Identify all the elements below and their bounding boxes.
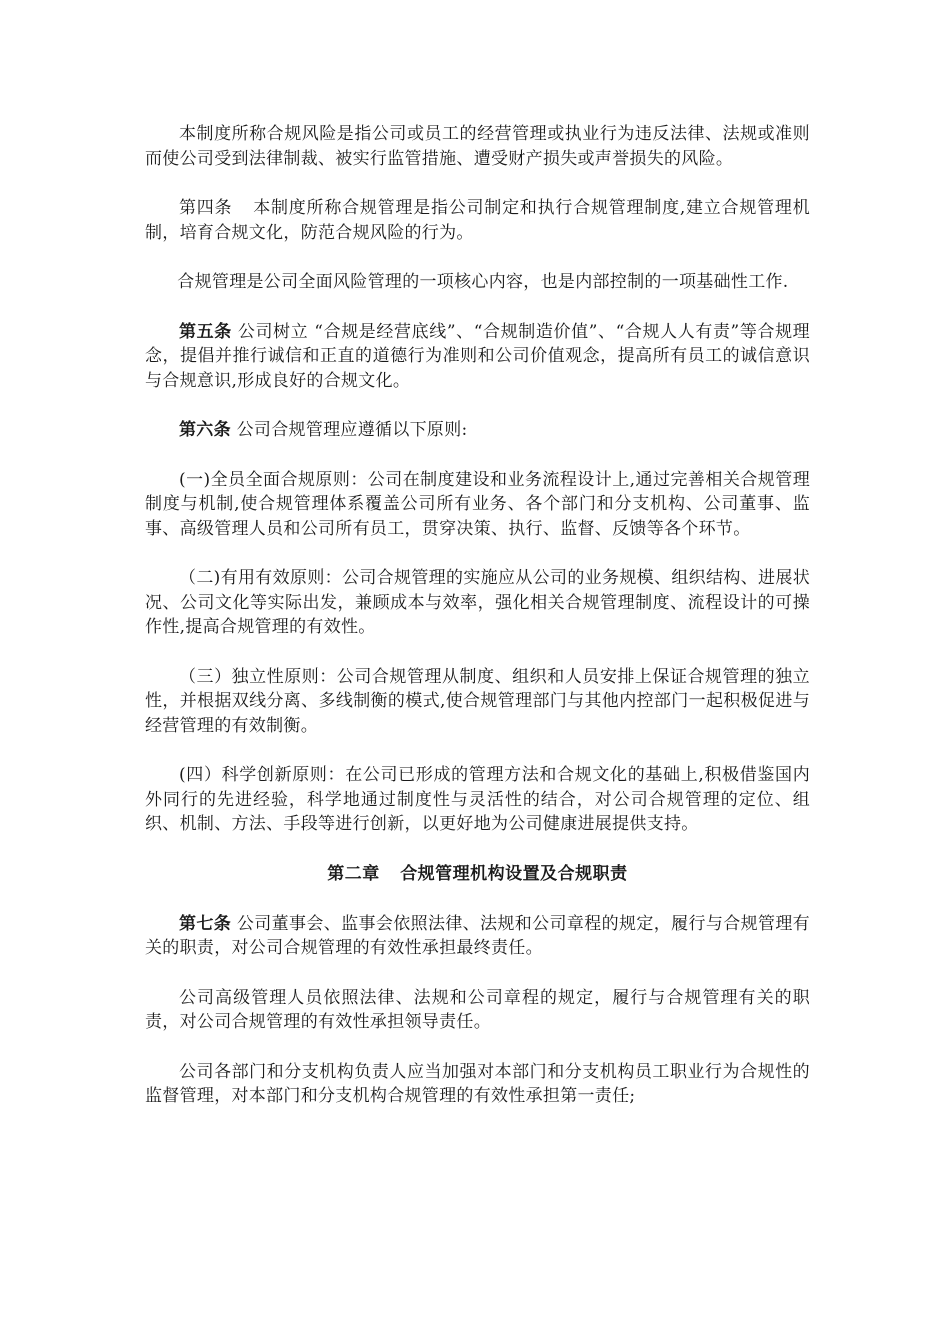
paragraph-principle-4 [145, 763, 810, 837]
paragraph-text: 公司高级管理人员依照法律、法规和公司章程的规定，履行与合规管理有关的职责，对公司合规管理的有效性承担领导责任。 [145, 987, 810, 1032]
chapter-title: 合规管理机构设置及合规职责 [400, 863, 628, 884]
paragraph-senior-management [145, 986, 810, 1035]
paragraph-text: 公司树立 “合规是经营底线”、“合规制造价值”、“合规人人有责”等合规理念，提倡并推行诚信和正直的道德行为准则和公司价值观念，提高所有员工的诚信意识与合规意识,形成良好的合规文化。 [145, 321, 810, 391]
article-label: 第五条 [179, 321, 232, 342]
paragraph-article-7 [145, 912, 810, 961]
paragraph-text: （三）独立性原则：公司合规管理从制度、组织和人员安排上保证合规管理的独立性，并根据双线分离、多线制衡的模式,使合规管理部门与其他内控部门一起积极促进与经营管理的有效制衡。 [145, 666, 810, 736]
paragraph-text: 公司各部门和分支机构负责人应当加强对本部门和分支机构员工职业行为合规性的监督管理，对本部门和分支机构合规管理的有效性承担第一责任; [145, 1061, 810, 1106]
paragraph-text: 本制度所称合规风险是指公司或员工的经营管理或执业行为违反法律、法规或准则而使公司受到法律制裁、被实行监管措施、遭受财产损失或声誉损失的风险。 [145, 124, 810, 169]
paragraph-text: (一)全员全面合规原则：公司在制度建设和业务流程设计上,通过完善相关合规管理制度与机制,使合规管理体系覆盖公司所有业务、各个部门和分支机构、公司董事、监事、高级管理人员和公司所有员工，贯穿决策、执行、监督、反馈等各个环节。 [145, 469, 810, 539]
paragraph-text: 合规管理是公司全面风险管理的一项核心内容，也是内部控制的一项基础性工作. [177, 272, 789, 292]
article-label: 第四条 [179, 198, 233, 218]
article-label: 第七条 [179, 913, 232, 934]
article-label: 第六条 [179, 420, 231, 440]
paragraph-department-heads [145, 1060, 810, 1109]
paragraph-principle-2 [145, 566, 810, 640]
paragraph-article-4 [145, 196, 810, 245]
paragraph-text: (四）科学创新原则：在公司已形成的管理方法和合规文化的基础上,积极借鉴国内外同行的先进经验，科学地通过制度性与灵活性的结合，对公司合规管理的定位、组织、机制、方法、手段等进行创新，以更好地为公司健康进展提供支持。 [145, 765, 810, 834]
document-page [145, 122, 810, 1134]
paragraph-compliance-risk-definition [145, 122, 810, 171]
paragraph-text: 公司董事会、监事会依照法律、法规和公司章程的规定，履行与合规管理有关的职责，对公司合规管理的有效性承担最终责任。 [145, 913, 810, 958]
paragraph-article-6 [145, 418, 810, 443]
paragraph-text: 本制度所称合规管理是指公司制定和执行合规管理制度,建立合规管理机制，培育合规文化，防范合规风险的行为。 [145, 198, 810, 243]
paragraph-principle-3 [145, 665, 810, 739]
paragraph-principle-1 [145, 468, 810, 542]
paragraph-compliance-core [145, 270, 810, 295]
chapter-number: 第二章 [327, 863, 380, 884]
paragraph-article-5 [145, 320, 810, 394]
paragraph-text: 公司合规管理应遵循以下原则: [236, 420, 468, 440]
paragraph-text: （二)有用有效原则：公司合规管理的实施应从公司的业务规模、组织结构、进展状况、公司文化等实际出发，兼顾成本与效率，强化相关合规管理制度、流程设计的可操作性,提高合规管理的有效性。 [145, 568, 810, 637]
chapter-heading [145, 862, 810, 886]
